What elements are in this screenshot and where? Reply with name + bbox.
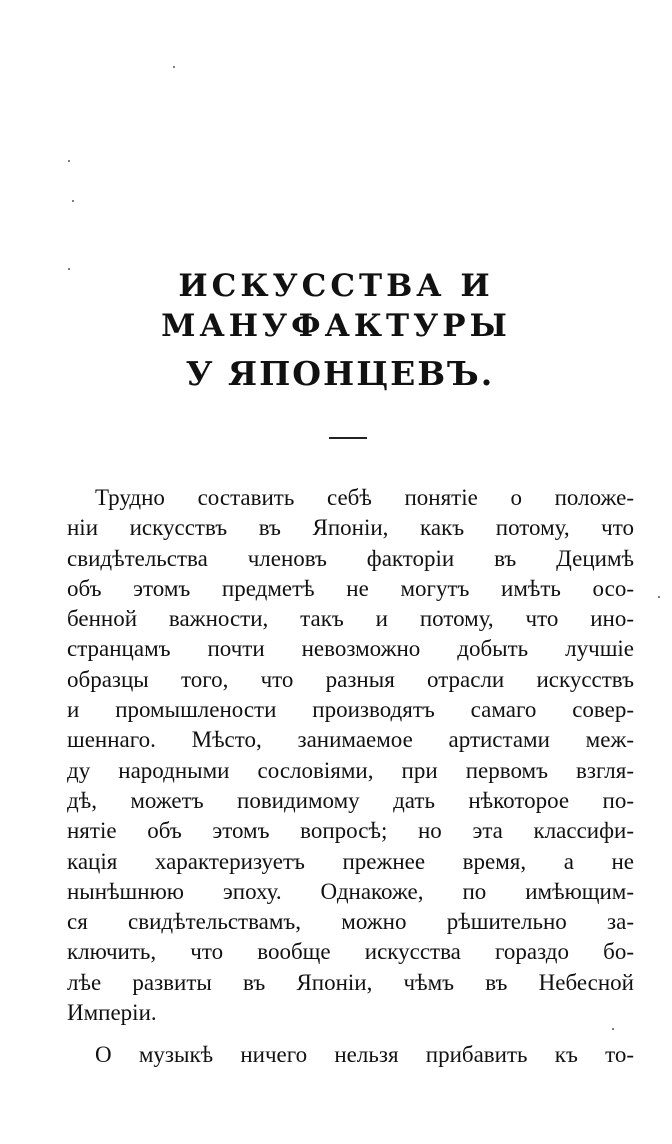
text-line: Трудно составить себѣ понятіе о положе-	[95, 485, 634, 510]
text-line: дѣ, можетъ повидимому дать нѣкоторое по-	[67, 787, 634, 813]
text-line: бенной важности, такъ и потому, что ино-	[67, 606, 634, 632]
text-line: нятіе объ этомъ вопросѣ; но эта классифи-	[67, 818, 634, 844]
text-line: образцы того, что разныя отрасли искусствъ	[67, 666, 634, 692]
body-text	[67, 483, 634, 1071]
scan-speck	[72, 200, 74, 202]
text-line: ключить, что вообще искусства гораздо бо-	[67, 939, 634, 965]
text-line: ду народными сословіями, при первомъ взгля-	[67, 757, 634, 783]
text-line: лѣе развиты въ Японіи, чѣмъ въ Небесной	[67, 969, 634, 995]
text-line: свидѣтельства членовъ факторіи въ Децимѣ	[67, 545, 634, 571]
text-line: ніи искусствъ въ Японіи, какъ потому, что	[67, 515, 634, 541]
text-line: Имперіи.	[67, 1000, 157, 1026]
text-line: ся свидѣтельствамъ, можно рѣшительно за-	[67, 909, 634, 935]
scan-speck	[173, 66, 175, 68]
text-line: шеннаго. Мѣсто, занимаемое артистами меж-	[67, 727, 634, 753]
title-divider	[329, 437, 367, 439]
scan-speck	[658, 596, 660, 598]
text-line: и промышлености производятъ самаго совер-	[67, 697, 634, 723]
chapter-title-line-2: У ЯПОНЦЕВЪ.	[185, 354, 495, 393]
scan-speck	[68, 160, 70, 162]
text-line: объ этомъ предметѣ не могутъ имѣть осо-	[67, 575, 634, 601]
text-line: кація характеризуетъ прежнее время, а не	[67, 848, 634, 874]
text-line: нынѣшнюю эпоху. Однакоже, по имѣющим-	[67, 878, 634, 904]
text-line: О музыкѣ ничего нельзя прибавить къ то-	[95, 1042, 634, 1068]
text-line: странцамъ почти невозможно добыть лучшіе	[67, 636, 634, 662]
chapter-title-line-1: ИСКУССТВА И МАНУФАКТУРЫ	[161, 268, 511, 344]
